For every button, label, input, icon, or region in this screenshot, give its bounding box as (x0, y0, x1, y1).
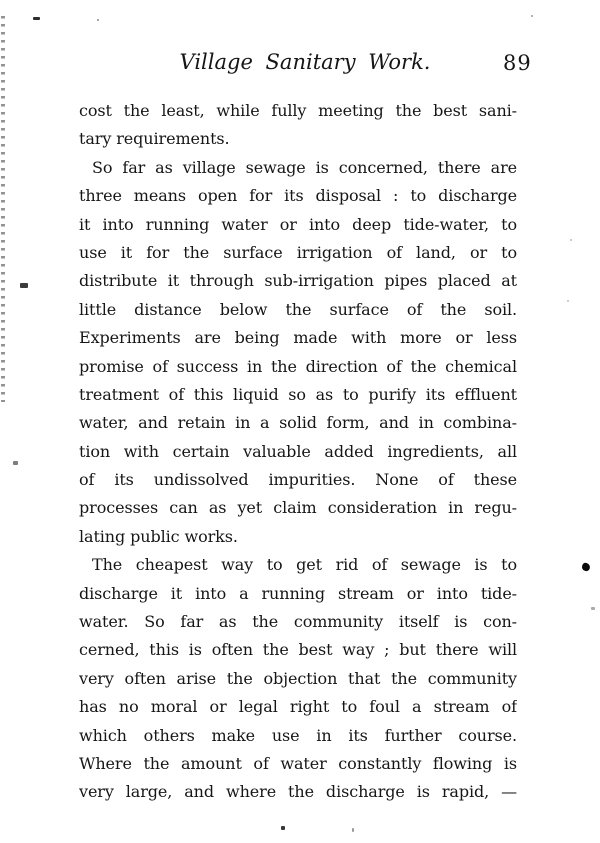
text-line: it into running water or into deep tide-water, to (79, 214, 517, 234)
text-line: Where the amount of water constantly flowing is (79, 753, 517, 773)
text-line: treatment of this liquid so as to purify its effluent (79, 384, 517, 404)
scan-speck (97, 19, 99, 21)
running-head-title: Village Sanitary Work. (179, 50, 431, 74)
text-line: processes can as yet claim consideration in regu- (79, 498, 517, 518)
scan-artifact-left-margin-dashes (1, 16, 5, 402)
scan-speck (591, 607, 595, 610)
text-line: distribute it through sub-irrigation pipes placed at (79, 271, 517, 291)
text-line: three means open for its disposal : to discharge (79, 186, 517, 206)
text-line: water, and retain in a solid form, and in combina- (79, 413, 517, 433)
page-number: 89 (503, 51, 532, 75)
text-line: tion with certain valuable added ingredients, all (79, 441, 517, 461)
text-line: lating public works. (79, 526, 238, 546)
text-line: cost the least, while fully meeting the best sani- (79, 101, 517, 120)
scan-speck (281, 826, 285, 830)
scan-speck (352, 828, 354, 832)
text-line: promise of success in the direction of the chemical (79, 356, 517, 376)
text-line: tary requirements. (79, 129, 230, 149)
text-line: of its undissolved impurities. None of these (79, 470, 517, 490)
text-line: very often arise the objection that the community (79, 668, 517, 688)
ink-blot (581, 562, 591, 572)
text-line: So far as village sewage is concerned, there are (92, 157, 517, 177)
scan-speck (20, 283, 28, 288)
text-line: Experiments are being made with more or less (79, 328, 517, 348)
scan-speck (13, 461, 18, 465)
text-line: discharge it into a running stream or into tide- (79, 583, 517, 603)
text-line: use it for the surface irrigation of land, or to (79, 242, 517, 262)
text-line: has no moral or legal right to foul a stream of (79, 697, 517, 717)
page-text (79, 97, 517, 807)
text-line: which others make use in its further course. (79, 725, 517, 745)
text-line: water. So far as the community itself is con- (79, 612, 517, 632)
scan-speck (567, 300, 569, 302)
text-line: very large, and where the discharge is rapid, — (79, 782, 517, 802)
text-line: little distance below the surface of the soil. (79, 299, 517, 319)
scan-speck (531, 15, 533, 17)
scan-speck (570, 239, 572, 241)
text-line: cerned, this is often the best way ; but there will (79, 640, 517, 660)
scan-speck (33, 17, 40, 20)
text-line: The cheapest way to get rid of sewage is to (92, 555, 517, 575)
